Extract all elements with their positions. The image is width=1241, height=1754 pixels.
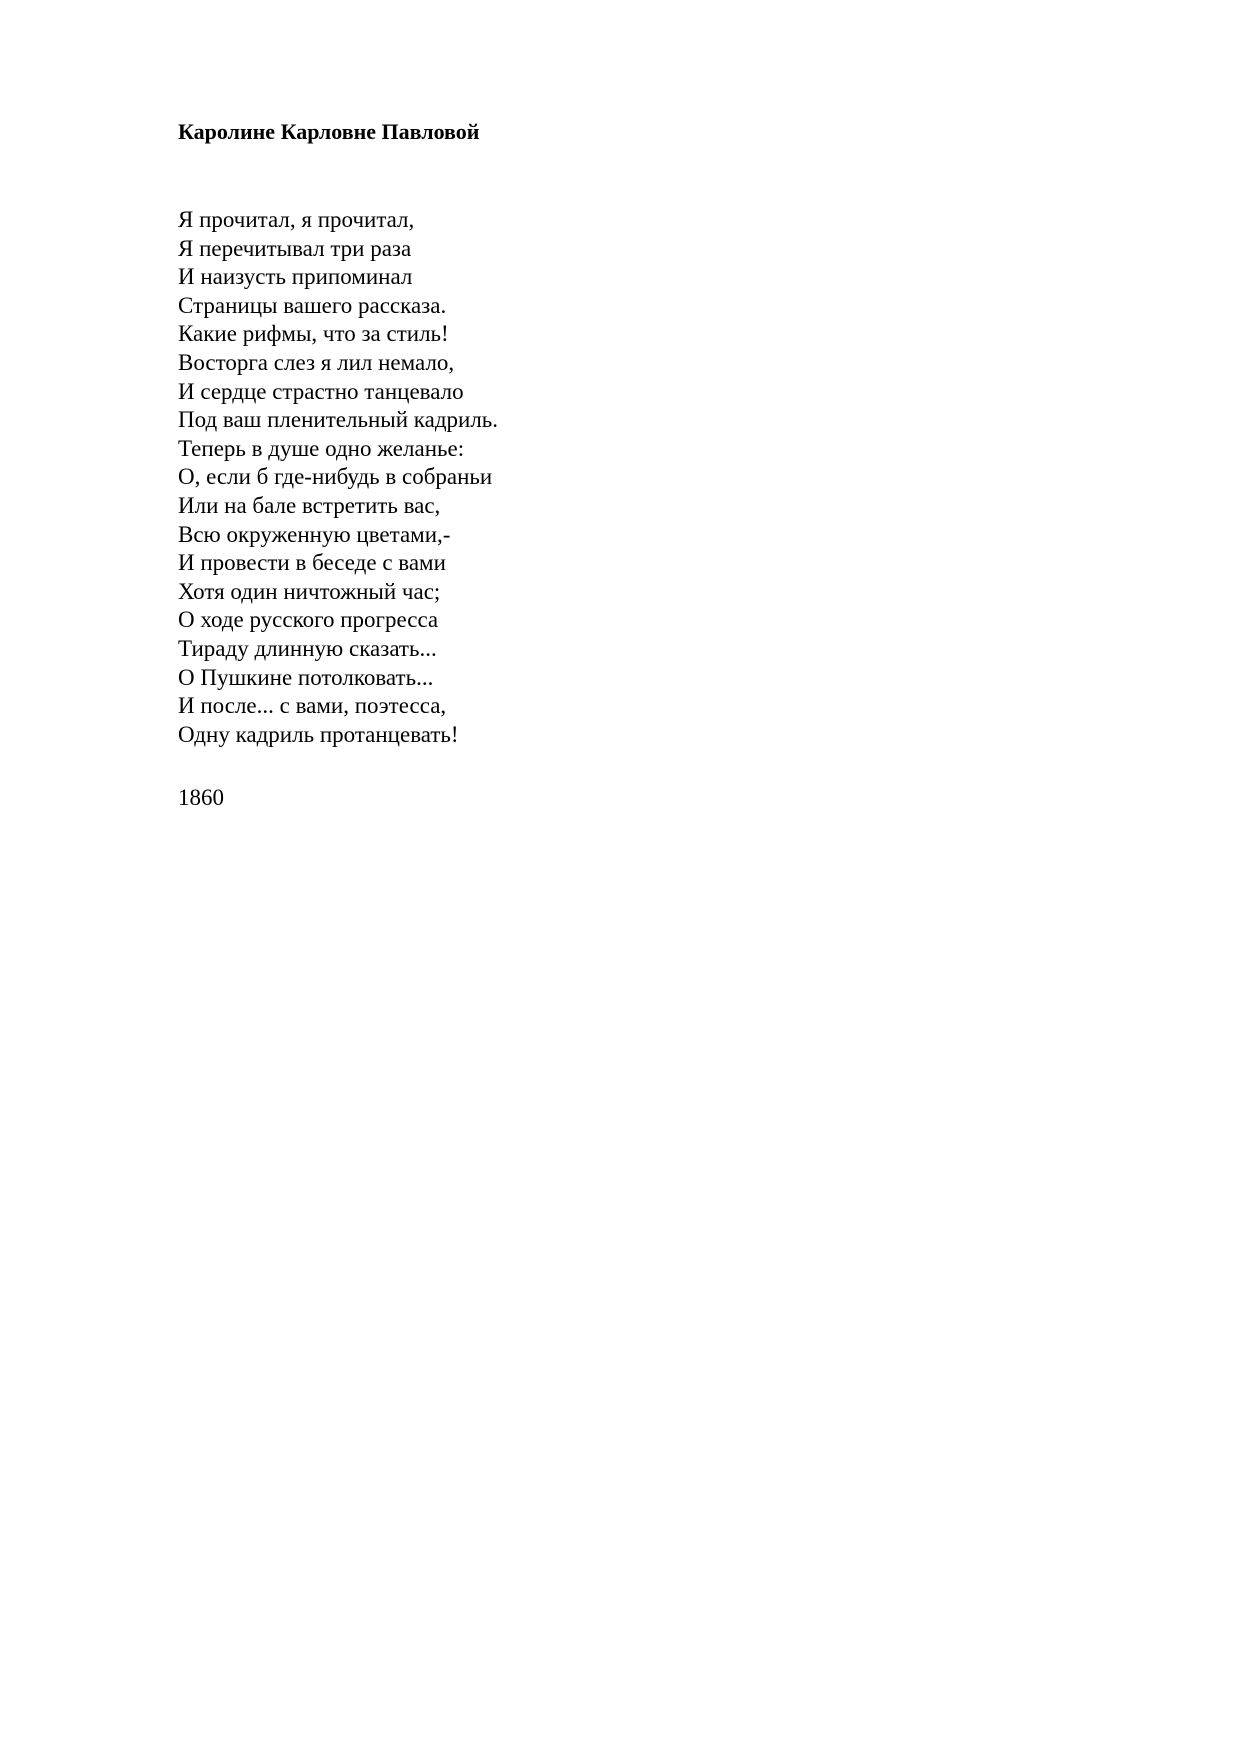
poem-line: Тираду длинную сказать... <box>178 635 437 661</box>
poem-line: Одну кадриль протанцевать! <box>178 721 459 747</box>
poem-line: О ходе русского прогресса <box>178 607 439 633</box>
poem-body <box>178 206 498 749</box>
poem-title: Каролине Карловне Павловой <box>178 119 480 144</box>
poem-year: 1860 <box>178 785 224 810</box>
poem-line: И после... с вами, поэтесса, <box>178 693 447 719</box>
poem-line: Под ваш пленительный кадриль. <box>178 407 499 433</box>
poem-line: О, если б где-нибудь в собраньи <box>178 464 493 490</box>
poem-line: И наизусть припоминал <box>178 264 413 290</box>
poem-line: Хотя один ничтожный час; <box>178 578 441 604</box>
poem-line: И провести в беседе с вами <box>178 550 446 576</box>
poem-line: Какие рифмы, что за стиль! <box>178 321 449 347</box>
poem-line: Теперь в душе одно желанье: <box>178 435 465 461</box>
poem-line: Я перечитывал три раза <box>178 235 412 261</box>
poem-line: О Пушкине потолковать... <box>178 664 434 690</box>
poem-line: Или на бале встретить вас, <box>178 492 441 518</box>
poem-line: Всю окруженную цветами,- <box>178 521 451 547</box>
poem-line: Страницы вашего рассказа. <box>178 292 447 318</box>
poem-line: Я прочитал, я прочитал, <box>178 207 415 232</box>
poem-line: Восторга слез я лил немало, <box>178 349 455 375</box>
poem-line: И сердце страстно танцевало <box>178 378 464 404</box>
